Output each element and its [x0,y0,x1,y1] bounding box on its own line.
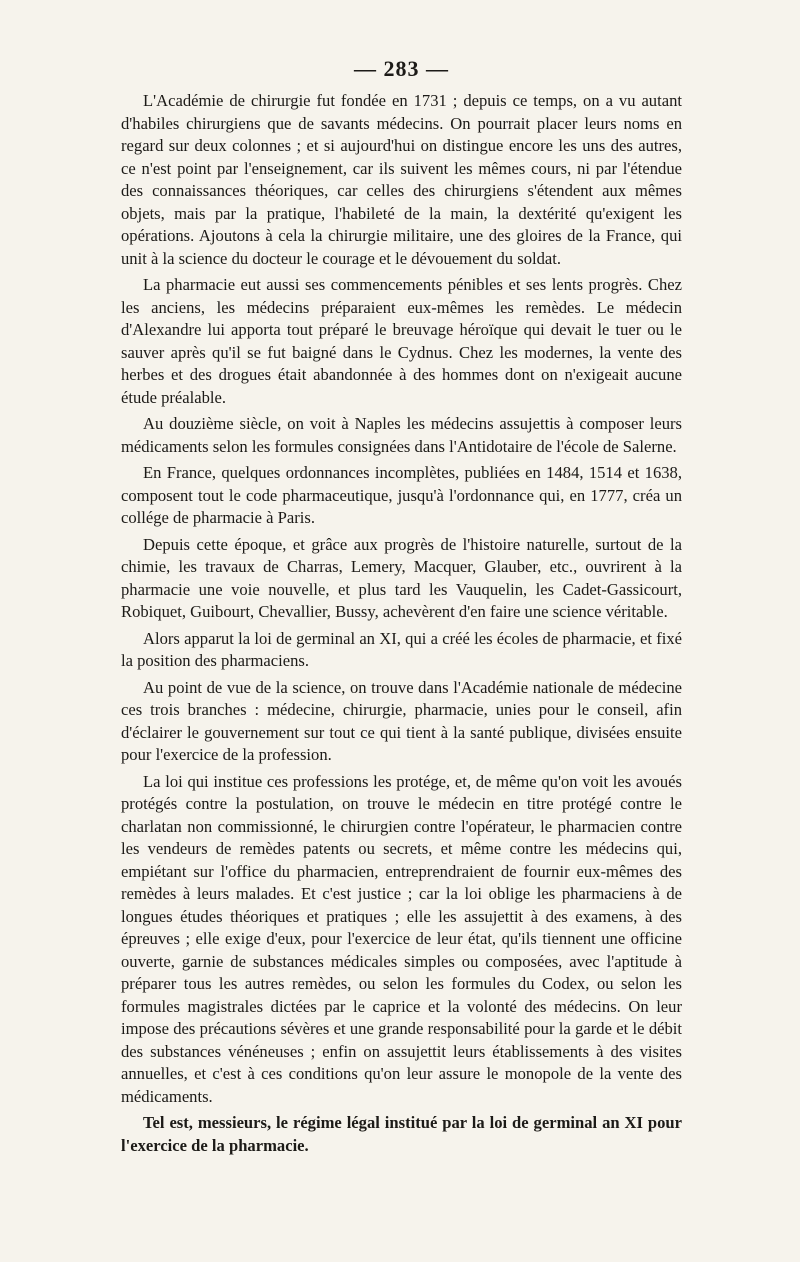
paragraph-loi-protection: La loi qui institue ces professions les protége, et, de même qu'on voit les avoués protégés contre la postulation, on trouve le médecin en titre protégé contre le charlatan non commissionné, le chirurgien contre l'opérateur, le pharmacien contre les vendeurs de remèdes patents ou secrets, et même contre les médecins qui, empiétant sur l'office du pharmacien, entreprendraient de fournir eux-mêmes des remèdes à leurs malades. Et c'est justice ; car la loi oblige les pharmaciens à de longues études théoriques et pratiques ; elle les assujettit à des examens, à des épreuves ; elle exige d'eux, pour l'exercice de leur état, qu'ils tiennent une officine ouverte, garnie de substances médicales simples ou composées, avec l'aptitude à préparer tous les autres remèdes, ou selon les formules du Codex, ou selon les formules magistrales dictées par le caprice et la volonté des médecins. On leur impose des précautions sévères et une grande responsabilité pour la garde et le débit des substances vénéneuses ; enfin on assujettit leurs établissements à des visites annuelles, et c'est à ces conditions qu'on leur assure le monopole de la vente des médicaments. [121,771,682,1106]
paragraph-regime-legal: Tel est, messieurs, le régime légal institué par la loi de germinal an XI pour l'exercice de la pharmacie. [121,1113,682,1155]
paragraph-pharmacie-progres: La pharmacie eut aussi ses commencements pénibles et ses lents progrès. Chez les anciens, les médecins préparaient eux-mêmes les remèdes. Le médecin d'Alexandre lui apporta tout préparé le breuvage héroïque qui devait le tuer ou le sauver après qu'il se fut baigné dans le Cydnus. Chez les modernes, la vente des herbes et des drogues était abandonnée à des hommes dont on n'exigeait aucune étude préalable. [121,275,682,407]
paragraph-academie-nationale: Au point de vue de la science, on trouve dans l'Académie nationale de médecine ces trois branches : médecine, chirurgie, pharmacie, unies pour le conseil, afin d'éclairer le gouvernement sur tout ce qui tient à la santé publique, divisées ensuite pour l'exercice de la profession. [121,677,682,764]
page-number: — 283 — [354,56,449,81]
paragraph-loi-germinal: Alors apparut la loi de germinal an XI, qui a créé les écoles de pharmacie, et fixé la position des pharmaciens. [121,628,682,670]
paragraph-ordonnances-france: En France, quelques ordonnances incomplètes, publiées en 1484, 1514 et 1638, composent tout le code pharmaceutique, jusqu'à l'ordonnance qui, en 1777, créa un collége de pharmacie à Paris. [121,463,682,527]
paragraph-douzieme-siecle: Au douzième siècle, on voit à Naples les médecins assujettis à composer leurs médicaments selon les formules consignées dans l'Antidotaire de l'école de Salerne. [121,414,682,456]
paragraph-histoire-naturelle: Depuis cette époque, et grâce aux progrès de l'histoire naturelle, surtout de la chimie, les travaux de Charras, Lemery, Macquer, Glauber, etc., ouvrirent à la pharmacie une voie nouvelle, et plus tard les Vauquelin, les Cadet-Gassicourt, Robiquet, Guibourt, Chevallier, Bussy, achevèrent d'en faire une science véritable. [121,534,682,621]
paragraph-academie-chirurgie: L'Académie de chirurgie fut fondée en 1731 ; depuis ce temps, on a vu autant d'habiles chirurgiens que de savants médecins. On pourrait placer leurs noms en regard sur deux colonnes ; et si aujourd'hui on distingue encore les uns des autres, ce n'est point par l'enseignement, car ils suivent les mêmes cours, ni par l'étendue des connaissances théoriques, car celles des chirurgiens s'étendent aux mêmes objets, mais par la pratique, l'habileté de la main, la dextérité qu'exigent les opérations. Ajoutons à cela la chirurgie militaire, une des gloires de la France, qui unit à la science du docteur le courage et le dévouement du soldat. [121,91,682,268]
